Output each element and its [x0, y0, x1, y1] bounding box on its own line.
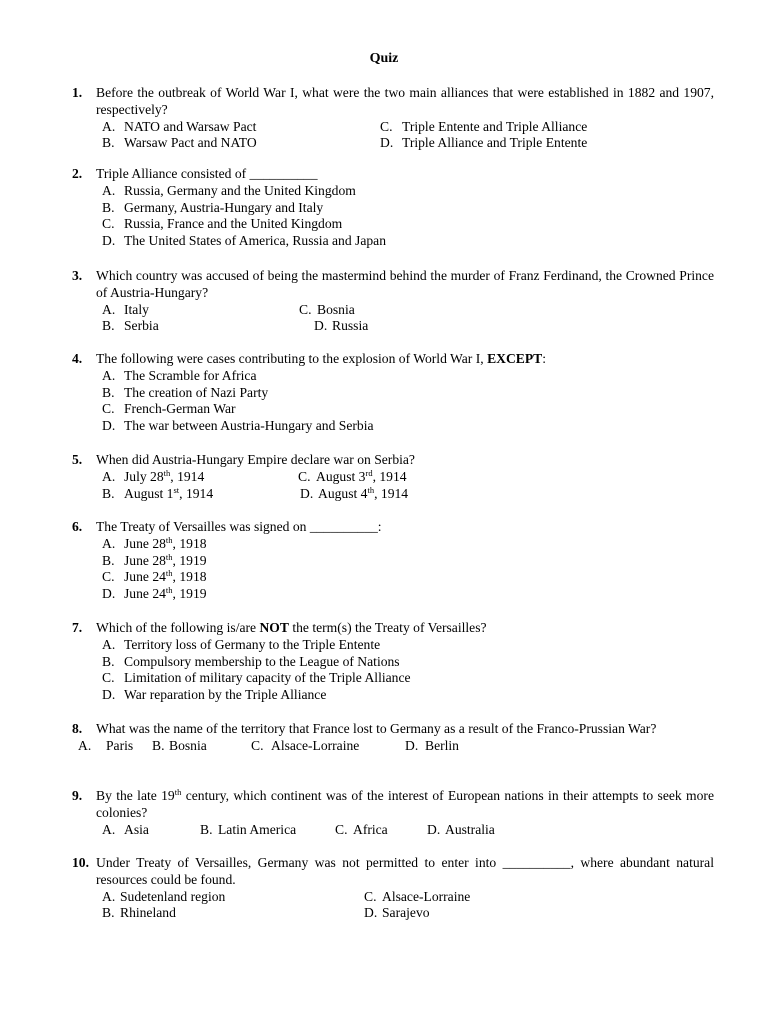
question-stem: When did Austria-Hungary Empire declare war on Serbia?	[96, 452, 415, 467]
option-list	[78, 738, 714, 755]
question-8	[72, 721, 714, 755]
option-d[interactable]: D. Australia	[427, 821, 495, 837]
emphasis-not: NOT	[259, 620, 289, 635]
option-b[interactable]: B. Warsaw Pact and NATO	[102, 135, 257, 151]
question-stem: Under Treaty of Versailles, Germany was not permitted to enter into __________, where abundant natural resources could be found.	[96, 855, 714, 887]
option-c[interactable]: C. Russia, France and the United Kingdom	[102, 216, 343, 232]
option-list	[102, 637, 714, 704]
question-6	[72, 519, 714, 603]
option-list	[102, 302, 714, 336]
option-a[interactable]: A. July 28th, 1914	[102, 467, 205, 484]
question-number: 10.	[72, 855, 89, 870]
question-10	[72, 855, 714, 922]
question-stem: The following were cases contributing to the explosion of World War I, EXCEPT:	[96, 351, 546, 366]
emphasis-except: EXCEPT	[487, 351, 543, 366]
option-c[interactable]: C. June 24th, 1918	[102, 568, 207, 585]
option-b[interactable]: B. Bosnia	[152, 737, 207, 753]
question-5	[72, 452, 714, 502]
option-a[interactable]: A. Territory loss of Germany to the Triple Entente	[102, 636, 381, 652]
question-1	[72, 85, 714, 152]
option-d[interactable]: D. War reparation by the Triple Alliance	[102, 687, 327, 703]
question-number: 8.	[72, 721, 83, 736]
question-number: 7.	[72, 620, 83, 635]
question-stem: Before the outbreak of World War I, what were the two main alliances that were established in 1882 and 1907, respectively?	[96, 85, 714, 117]
option-c[interactable]: C. Alsace-Lorraine	[364, 888, 471, 904]
option-b[interactable]: B. Compulsory membership to the League of Nations	[102, 653, 400, 669]
option-d[interactable]: D. Triple Alliance and Triple Entente	[380, 135, 588, 151]
option-d[interactable]: D. The United States of America, Russia and Japan	[102, 233, 386, 249]
question-stem: Which country was accused of being the mastermind behind the murder of Franz Ferdinand, the Crowned Prince of Austria-Hungary?	[96, 268, 714, 300]
option-a[interactable]: A. Italy	[102, 301, 149, 317]
option-d[interactable]: D. June 24th, 1919	[102, 585, 207, 602]
option-b[interactable]: B. Serbia	[102, 318, 159, 334]
question-stem: The Treaty of Versailles was signed on __________:	[96, 519, 382, 534]
page-title: Quiz	[369, 51, 399, 66]
question-number: 1.	[72, 85, 83, 100]
question-stem: Triple Alliance consisted of __________	[96, 166, 318, 181]
option-c[interactable]: C. Limitation of military capacity of the Triple Alliance	[102, 670, 411, 686]
question-4	[72, 351, 714, 435]
option-b[interactable]: B. Rhineland	[102, 905, 176, 921]
option-c[interactable]: C. Bosnia	[299, 301, 355, 317]
option-list	[102, 889, 714, 923]
option-a[interactable]: A. Asia	[102, 821, 149, 837]
option-d[interactable]: D. The war between Austria-Hungary and Serbia	[102, 418, 374, 434]
question-3	[72, 268, 714, 335]
option-b[interactable]: B. Germany, Austria-Hungary and Italy	[102, 199, 324, 215]
option-c[interactable]: C. Africa	[335, 821, 388, 837]
question-number: 6.	[72, 519, 83, 534]
option-a[interactable]: A. June 28th, 1918	[102, 534, 207, 551]
option-b[interactable]: B. Latin America	[200, 821, 297, 837]
question-number: 3.	[72, 268, 83, 283]
option-d[interactable]: D. Berlin	[405, 737, 459, 753]
question-2	[72, 166, 714, 250]
option-c[interactable]: C. Triple Entente and Triple Alliance	[380, 118, 588, 134]
option-d[interactable]: D. August 4th, 1914	[300, 484, 409, 501]
option-c[interactable]: C. French-German War	[102, 401, 236, 417]
question-7	[72, 620, 714, 704]
option-list	[102, 119, 714, 153]
option-list	[102, 183, 714, 250]
option-a[interactable]: A. The Scramble for Africa	[102, 367, 257, 383]
option-list	[102, 822, 714, 839]
option-c[interactable]: C. Alsace-Lorraine	[251, 737, 360, 753]
option-d[interactable]: D. Russia	[314, 318, 369, 334]
question-number: 2.	[72, 166, 83, 181]
question-number: 9.	[72, 788, 83, 803]
option-list	[102, 469, 714, 503]
option-d[interactable]: D. Sarajevo	[364, 905, 430, 921]
option-b[interactable]: B. June 28th, 1919	[102, 551, 207, 568]
question-number: 5.	[72, 452, 83, 467]
question-stem: Which of the following is/are NOT the term(s) the Treaty of Versailles?	[96, 620, 487, 635]
question-9	[72, 788, 714, 838]
option-b[interactable]: B. The creation of Nazi Party	[102, 384, 269, 400]
option-a[interactable]: A. Russia, Germany and the United Kingdom	[102, 182, 356, 198]
option-a[interactable]: A. Sudetenland region	[102, 888, 226, 904]
option-list	[102, 368, 714, 435]
option-b[interactable]: B. August 1st, 1914	[102, 484, 214, 501]
question-stem: What was the name of the territory that France lost to Germany as a result of the Franco-Prussian War?	[96, 721, 657, 736]
option-list	[102, 536, 714, 603]
option-a[interactable]: A. NATO and Warsaw Pact	[102, 118, 257, 134]
question-stem: By the late 19th century, which continent was of the interest of European nations in their attempts to seek more colonies?	[96, 787, 714, 820]
option-c[interactable]: C. August 3rd, 1914	[298, 467, 407, 484]
question-number: 4.	[72, 351, 83, 366]
option-a[interactable]: A. Paris	[78, 737, 134, 753]
